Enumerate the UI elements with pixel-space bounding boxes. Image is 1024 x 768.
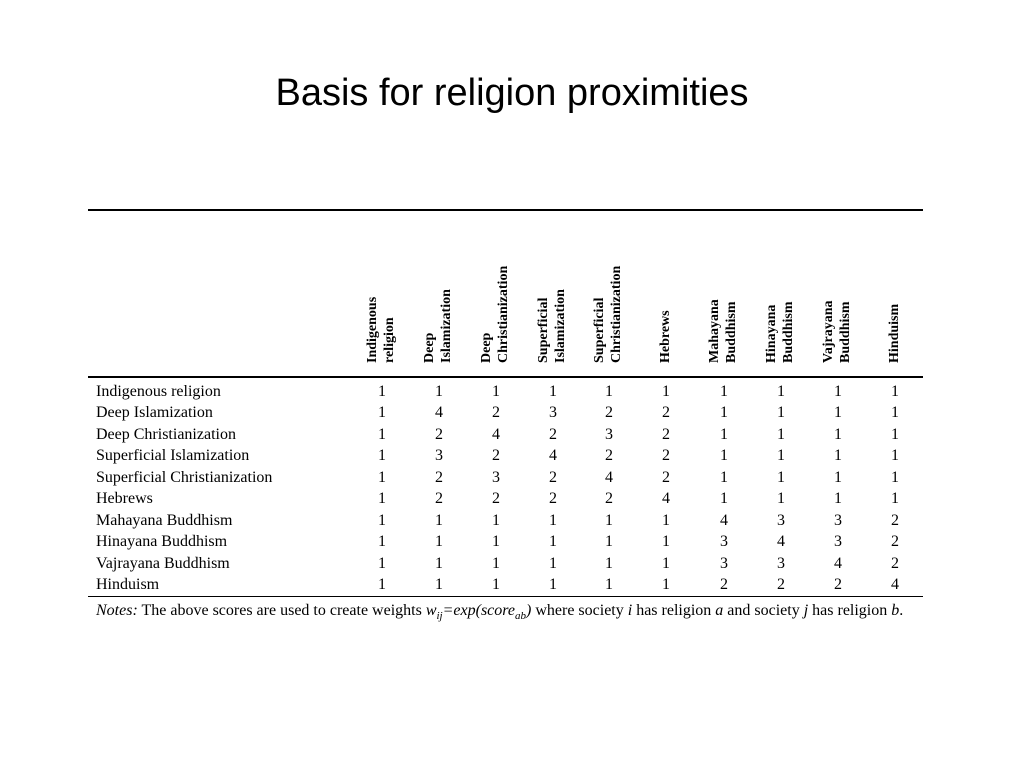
- column-header-line: Buddhism: [724, 301, 739, 363]
- table-cell: 1: [549, 533, 557, 550]
- table-cell: 1: [549, 511, 557, 529]
- table-cell: 1: [492, 533, 500, 550]
- table-cell: 1: [777, 447, 785, 464]
- column-header-line: Superficial: [536, 297, 551, 363]
- table-cell: 2: [492, 447, 500, 464]
- table-cell: 1: [834, 425, 842, 443]
- table-cell: 1: [720, 382, 728, 400]
- table-cell: 1: [834, 490, 842, 507]
- table-cell: 2: [549, 425, 557, 443]
- table-body: [88, 378, 923, 596]
- table-cell: 2: [720, 576, 728, 593]
- column-header-line: Christianization: [609, 265, 624, 363]
- table-cell: 1: [378, 511, 386, 529]
- column-header-line: Deep: [422, 332, 437, 363]
- table-cell: 1: [720, 490, 728, 507]
- table-cell: 1: [378, 425, 386, 443]
- table-cell: 1: [834, 404, 842, 421]
- table-cell: 2: [492, 404, 500, 421]
- table-cell: 1: [492, 511, 500, 529]
- proximity-table: [88, 209, 923, 627]
- table-cell: 2: [662, 447, 670, 464]
- notes-text: where society: [531, 602, 628, 619]
- table-row: [88, 531, 923, 553]
- notes-end: .: [899, 602, 904, 619]
- table-cell: 3: [720, 533, 728, 550]
- notes-close: ): [526, 602, 532, 619]
- table-cell: 2: [435, 490, 443, 507]
- table-cell: 4: [605, 468, 613, 486]
- table-cell: 2: [891, 533, 899, 550]
- table-cell: 1: [891, 382, 899, 400]
- column-header-row: [88, 211, 923, 376]
- table-cell: 4: [720, 511, 728, 529]
- table-row: [88, 402, 923, 424]
- table-cell: 1: [435, 554, 443, 572]
- table-cell: 2: [891, 511, 899, 529]
- table-cell: 2: [662, 468, 670, 486]
- row-label: Hinduism: [96, 576, 160, 593]
- table-cell: 1: [834, 382, 842, 400]
- table-cell: 1: [662, 576, 670, 593]
- table-cell: 1: [891, 404, 899, 421]
- column-header: [591, 266, 625, 363]
- column-header-line: Buddhism: [781, 301, 796, 363]
- table-cell: 1: [378, 447, 386, 464]
- table-cell: 1: [891, 447, 899, 464]
- table-cell: 3: [605, 425, 613, 443]
- column-header-line: Christianization: [496, 265, 511, 363]
- notes-a: a: [715, 602, 724, 619]
- column-header-line: Islamization: [439, 289, 454, 363]
- table-cell: 1: [891, 425, 899, 443]
- table-cell: 1: [891, 468, 899, 486]
- row-label: Superficial Christianization: [96, 468, 273, 486]
- row-label: Superficial Islamization: [96, 447, 250, 464]
- notes-j: j: [803, 602, 809, 619]
- table-cell: 1: [720, 404, 728, 421]
- column-header: [535, 289, 569, 363]
- table-cell: 2: [605, 490, 613, 507]
- row-label: Hinayana Buddhism: [96, 533, 228, 550]
- table-cell: 1: [435, 533, 443, 550]
- notes-i: i: [627, 602, 633, 619]
- column-header-line: Hinduism: [886, 303, 902, 363]
- column-header: [886, 304, 903, 363]
- column-header-line: Buddhism: [838, 301, 853, 363]
- table-cell: 2: [605, 447, 613, 464]
- table-cell: 2: [605, 404, 613, 421]
- table-cell: 1: [605, 576, 613, 593]
- table-cell: 1: [605, 382, 613, 400]
- table-cell: 3: [777, 554, 785, 572]
- table-cell: 2: [435, 425, 443, 443]
- table-cell: 2: [891, 554, 899, 572]
- table-cell: 2: [777, 576, 785, 593]
- table-cell: 1: [662, 554, 670, 572]
- column-header: [364, 297, 398, 363]
- table-cell: 3: [834, 511, 842, 529]
- column-header-line: religion: [382, 317, 397, 363]
- table-cell: 3: [834, 533, 842, 550]
- table-cell: 4: [549, 447, 557, 464]
- table-cell: 2: [435, 468, 443, 486]
- notes-score-sub: ab: [515, 610, 526, 623]
- row-label: Indigenous religion: [96, 382, 221, 400]
- table-cell: 1: [662, 382, 670, 400]
- table-cell: 2: [492, 490, 500, 507]
- notes-text: The above scores are used to create weights: [137, 602, 426, 619]
- table-cell: 4: [662, 490, 670, 507]
- table-row: [88, 381, 923, 403]
- table-cell: 2: [834, 576, 842, 593]
- column-header: [478, 266, 512, 363]
- column-header-line: Islamization: [553, 289, 568, 363]
- notes-weight-formula: [425, 602, 532, 623]
- table-cell: 1: [549, 576, 557, 593]
- table-notes: [88, 597, 923, 627]
- column-header-line: Indigenous: [365, 296, 380, 363]
- table-cell: 2: [549, 490, 557, 507]
- table-cell: 2: [662, 404, 670, 421]
- table-cell: 1: [549, 554, 557, 572]
- table-cell: 2: [549, 468, 557, 486]
- notes-label: Notes:: [96, 602, 138, 619]
- table-cell: 1: [492, 576, 500, 593]
- table-cell: 1: [378, 554, 386, 572]
- table-cell: 1: [378, 404, 386, 421]
- table-cell: 1: [435, 576, 443, 593]
- table-row: [88, 424, 923, 446]
- notes-text: and society: [723, 602, 804, 619]
- column-header-line: Superficial: [592, 297, 607, 363]
- table-cell: 3: [777, 511, 785, 529]
- table-cell: 1: [777, 425, 785, 443]
- notes-eq: =exp(score: [442, 602, 515, 619]
- column-header-line: Mahayana: [707, 299, 722, 363]
- table-cell: 3: [492, 468, 500, 486]
- table-cell: 4: [777, 533, 785, 550]
- column-header: [706, 299, 740, 363]
- table-cell: 1: [834, 468, 842, 486]
- table-cell: 1: [662, 511, 670, 529]
- table-row: [88, 574, 923, 596]
- table-cell: 1: [720, 425, 728, 443]
- table-cell: 1: [605, 511, 613, 529]
- column-header-line: Hinayana: [764, 304, 779, 363]
- table-cell: 1: [605, 554, 613, 572]
- table-cell: 3: [549, 404, 557, 421]
- table-cell: 3: [435, 447, 443, 464]
- table-cell: 1: [662, 533, 670, 550]
- column-header-line: Deep: [479, 332, 494, 363]
- row-label: Hebrews: [96, 490, 153, 507]
- table-cell: 1: [549, 382, 557, 400]
- table-row: [88, 445, 923, 467]
- notes-b: b: [891, 602, 900, 619]
- table-cell: 1: [435, 382, 443, 400]
- column-header-line: Hebrews: [657, 310, 673, 363]
- table-cell: 1: [605, 533, 613, 550]
- notes-w-sub: ij: [436, 610, 443, 623]
- table-row: [88, 467, 923, 489]
- table-cell: 1: [492, 382, 500, 400]
- table-cell: 1: [777, 490, 785, 507]
- slide-title: Basis for religion proximities: [275, 72, 749, 114]
- notes-text: has religion: [632, 602, 716, 619]
- table-cell: 1: [378, 533, 386, 550]
- notes-w: w: [425, 602, 437, 619]
- table-cell: 1: [720, 468, 728, 486]
- table-cell: 1: [435, 511, 443, 529]
- table-cell: 4: [435, 404, 443, 421]
- column-header: [820, 301, 854, 364]
- table-cell: 1: [378, 468, 386, 486]
- table-cell: 3: [720, 554, 728, 572]
- table-cell: 1: [777, 382, 785, 400]
- row-label: Deep Islamization: [96, 404, 213, 421]
- table-cell: 1: [492, 554, 500, 572]
- column-header-line: Vajrayana: [821, 300, 836, 363]
- column-header: [657, 310, 674, 363]
- table-cell: 2: [662, 425, 670, 443]
- table-cell: 1: [720, 447, 728, 464]
- table-cell: 1: [378, 382, 386, 400]
- table-cell: 1: [777, 468, 785, 486]
- table-cell: 1: [834, 447, 842, 464]
- table-row: [88, 488, 923, 510]
- row-label: Vajrayana Buddhism: [96, 554, 230, 572]
- table-cell: 1: [378, 576, 386, 593]
- column-header: [421, 289, 455, 363]
- table-row: [88, 510, 923, 532]
- table-cell: 1: [891, 490, 899, 507]
- table-cell: 4: [834, 554, 842, 572]
- notes-text: has religion: [808, 602, 892, 619]
- table-cell: 1: [378, 490, 386, 507]
- row-label: Mahayana Buddhism: [96, 511, 233, 529]
- table-cell: 4: [492, 425, 500, 443]
- table-cell: 1: [777, 404, 785, 421]
- row-label: Deep Christianization: [96, 425, 236, 443]
- table-cell: 4: [891, 576, 899, 593]
- table-row: [88, 553, 923, 575]
- column-header: [763, 302, 797, 363]
